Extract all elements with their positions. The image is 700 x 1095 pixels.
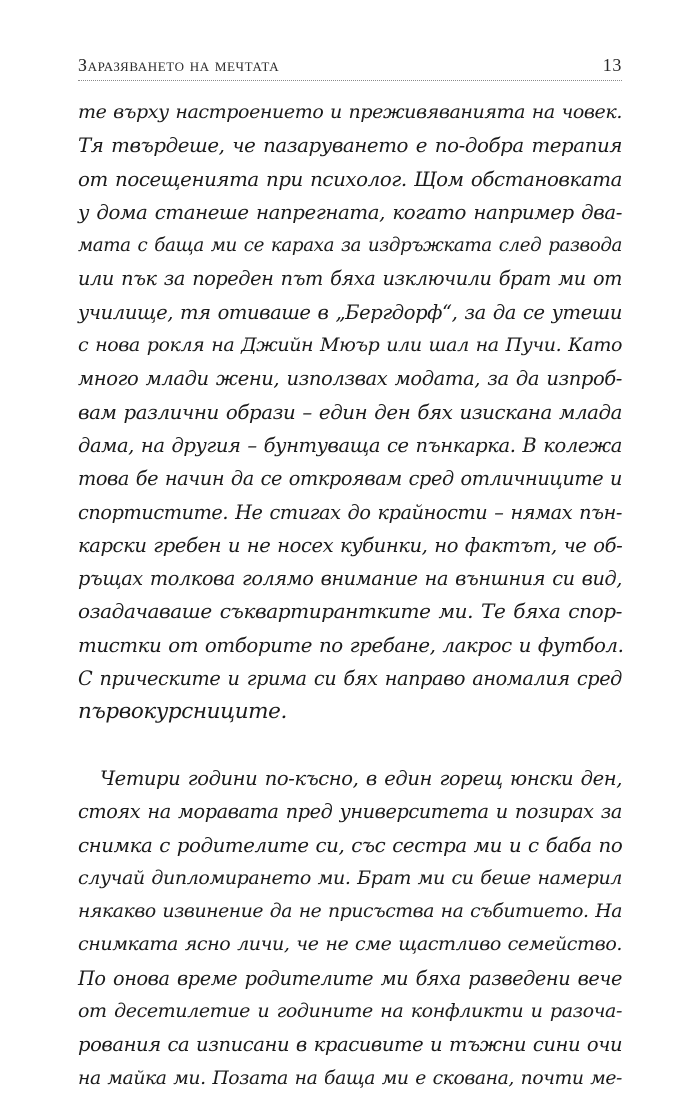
text-line: с нова рокля на Джийн Мюър или шал на Пучи. Като <box>78 334 622 357</box>
text-line: това бе начин да се откроявам сред отличниците и <box>78 467 622 491</box>
text-line: ръщах толкова голямо внимание на външния си вид, <box>78 567 622 591</box>
body-text <box>78 96 622 1095</box>
text-line: вам различни образи – един ден бях изискана млада <box>78 400 622 424</box>
text-line: рования са изписани в красивите и тъжни сини очи <box>78 1033 623 1057</box>
paragraph-1 <box>78 96 622 729</box>
paragraph-2 <box>78 762 622 1095</box>
text-line: карски гребен и не носех кубинки, но фактът, че об- <box>78 533 623 557</box>
text-line: снимка с родителите си, със сестра ми и с баба по <box>78 833 623 857</box>
text-line: те върху настроението и преживяванията на човек. <box>78 101 622 123</box>
text-line: мата с баща ми се караха за издръжката след развода <box>78 235 622 257</box>
text-line: на майка ми. Позата на баща ми е скована, почти ме- <box>78 1067 622 1089</box>
text-line: от десетилетие и годините на конфликти и разоча- <box>78 1000 622 1023</box>
text-line: случай дипломирането ми. Брат ми си беше намерил <box>78 866 622 889</box>
text-line: много млади жени, използвах модата, за да изпроб- <box>78 367 622 391</box>
text-line: По онова време родителите ми бяха разведени вече <box>78 966 622 990</box>
text-line: С прическите и грима си бях направо аномалия сред <box>78 667 622 691</box>
text-line: първокурсниците. <box>78 699 287 725</box>
text-line: от посещенията при психолог. Щом обстановката <box>78 167 622 191</box>
text-line: някакво извинение да не присъства на събитието. На <box>78 901 622 923</box>
text-line: у дома станеше напрегната, когато например два- <box>78 200 622 224</box>
chapter-title: Заразяването на мечтата <box>78 55 280 75</box>
text-line: Четири години по-късно, в един горещ юнски ден, <box>100 766 622 790</box>
page-number: 13 <box>602 55 622 75</box>
running-header <box>78 46 622 76</box>
text-line: стоях на моравата пред университета и позирах за <box>78 800 622 824</box>
text-line: или пък за пореден път бяха изключили брат ми от <box>78 267 622 291</box>
text-line: тистки от отборите по гребане, лакрос и футбол. <box>78 633 624 657</box>
text-line: озадачаваше съквартирантките ми. Те бяха спор- <box>78 599 622 624</box>
text-line: дама, на другия – бунтуваща се пънкарка. В колежа <box>78 433 622 457</box>
header-divider <box>78 80 622 81</box>
text-line: Тя твърдеше, че пазаруването е по-добра терапия <box>78 134 622 158</box>
text-line: снимката ясно личи, че не сме щастливо семейство. <box>78 933 622 956</box>
text-line: училище, тя отиваше в „Бергдорф“, за да се утеши <box>78 300 622 324</box>
text-line: спортистите. Не стигах до крайности – нямах пън- <box>78 500 622 524</box>
paragraph-gap <box>78 729 622 762</box>
